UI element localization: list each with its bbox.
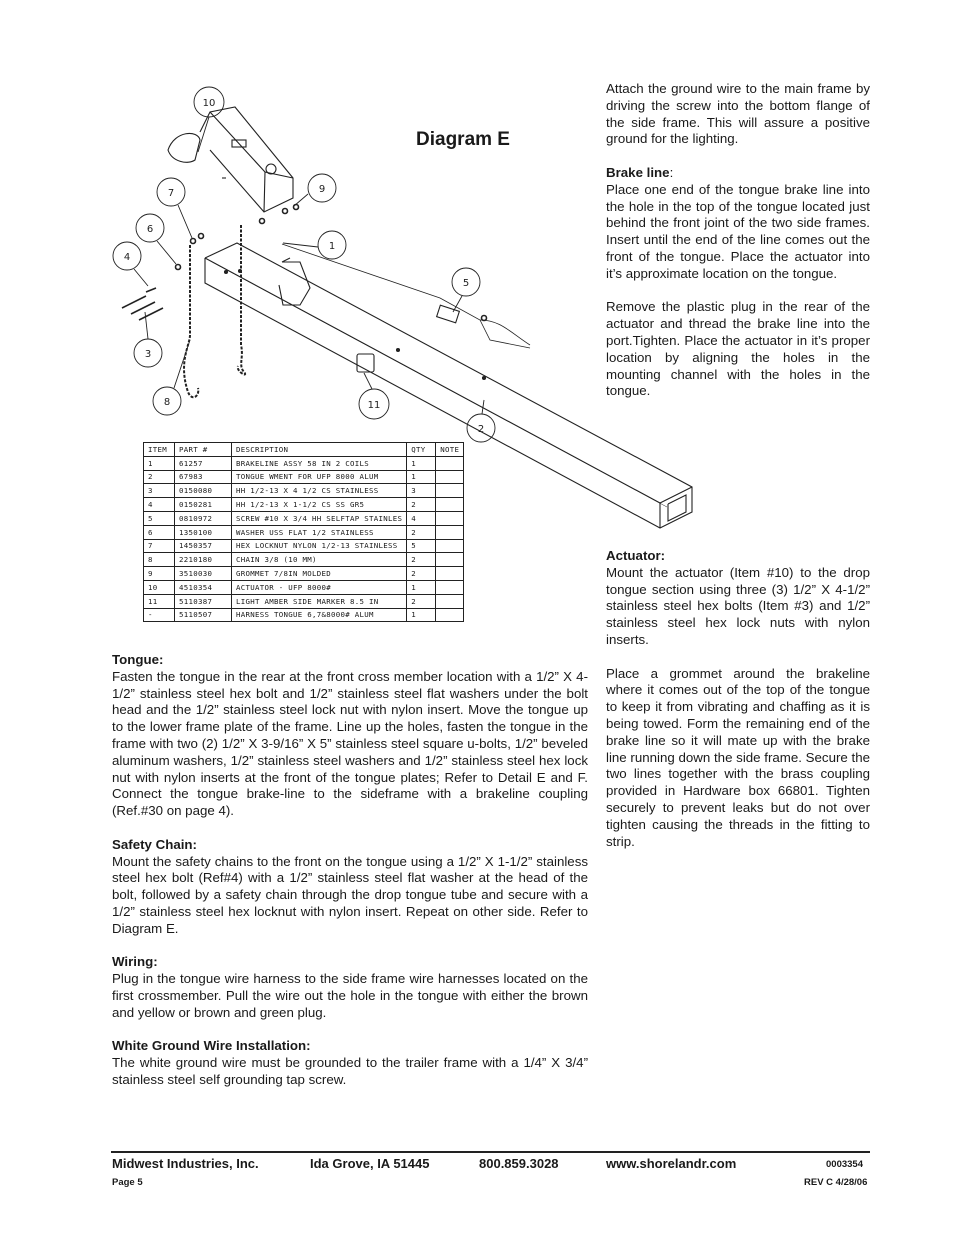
safety-chain	[238, 225, 245, 374]
cell-note	[436, 525, 464, 539]
cell-part: 61257	[175, 456, 232, 470]
cell-description: HARNESS TONGUE 6,7&8000# ALUM	[232, 608, 407, 622]
cell-part: 5110507	[175, 608, 232, 622]
actuator-text-2: Place a grommet around the brakeline where it comes out of the top of the tongue to keep it from vibrating and chaffing as it is being towed. Form the remaining end of the brake line so it will mate up with the brake line running down the side frame. Secure the two lines together with the brass coupling provided in Hardware box 66801. Tighten securely to prevent leaks but do not over tighten causing the threads in the fitting to strip.	[606, 665, 870, 849]
header-item: ITEM	[144, 443, 175, 457]
table-row	[144, 484, 464, 498]
parts-table	[143, 442, 464, 622]
cell-part: 2210180	[175, 553, 232, 567]
cell-qty: 2	[407, 594, 436, 608]
actuator-heading: Actuator:	[606, 548, 666, 563]
cell-note	[436, 567, 464, 581]
table-row	[144, 553, 464, 567]
footer-city: Ida Grove, IA 51445	[310, 1156, 430, 1171]
header-qty: QTY	[407, 443, 436, 457]
ground-intro-text: Attach the ground wire to the main frame by driving the screw into the bottom flange of the side frame. This will assure a positive ground for the lighting.	[606, 81, 870, 147]
tongue-text: Fasten the tongue in the rear at the front cross member location with a 1/2” X 4-1/2” stainless steel hex bolt and 1/2” stainless steel flat washers under the bolt head and the 1/2” stainless steel lock nut with nylon insert. Move the tongue up to the lower frame plate of the frame. Line up the holes, fasten the tongue in the frame with two (2) 1/2” X 3-9/16” X 5” stainless steel square u-bolts, 1/2” beveled aluminum washers, 1/2” stainless steel washers and 1/2” stainless steel hex lock nut with nylon inserts at the front of the tongue plates; Refer to Detail E and F. Connect the tongue brake-line to the sideframe with a brakeline coupling (Ref.#30 on page 4).	[112, 668, 588, 819]
cell-note	[436, 456, 464, 470]
brake-line-text-2: Remove the plastic plug in the rear of the actuator and thread the brake line into the port.Tighten. Place the actuator in it’s proper location by aligning the holes in the mounting channel with the holes in the tongue.	[606, 299, 870, 399]
table-row	[144, 470, 464, 484]
cell-note	[436, 470, 464, 484]
cell-item: 9	[144, 567, 175, 581]
cell-qty: 2	[407, 525, 436, 539]
cell-note	[436, 498, 464, 512]
cell-description: GROMMET 7/8IN MOLDED	[232, 567, 407, 581]
cell-item: 4	[144, 498, 175, 512]
cell-qty: 1	[407, 456, 436, 470]
table-row	[144, 511, 464, 525]
cell-description: HH 1/2-13 X 1-1/2 CS SS GR5	[232, 498, 407, 512]
callout-6: 6	[146, 224, 154, 235]
ground-wire-text: The white ground wire must be grounded to the trailer frame with a 1/4” X 3/4” stainless steel self grounding tap screw.	[112, 1055, 588, 1087]
right-column-top	[606, 81, 870, 400]
cell-item: 3	[144, 484, 175, 498]
bolts	[122, 205, 487, 321]
cell-part: 4510354	[175, 580, 232, 594]
header-note: NOTE	[436, 443, 464, 457]
cell-item: 8	[144, 553, 175, 567]
callout-11: 11	[367, 400, 381, 411]
callout-10: 10	[202, 98, 216, 109]
brakeline	[282, 244, 530, 348]
table-row	[144, 608, 464, 622]
table-row	[144, 594, 464, 608]
cell-part: 1450357	[175, 539, 232, 553]
callout-3: 3	[144, 349, 152, 360]
footer-revision: REV C 4/28/06	[804, 1177, 868, 1188]
bracket	[437, 305, 460, 323]
brake-line-heading: Brake line:	[606, 164, 674, 180]
table-row	[144, 567, 464, 581]
cell-qty: 1	[407, 608, 436, 622]
cell-note	[436, 553, 464, 567]
brake-line-text-1: Place one end of the tongue brake line into the hole in the top of the tongue located just behind the front joint of the two side frames. Insert until the end of the line comes out the front of the tongue. Place the actuator into it’s approximate location on the tongue.	[606, 181, 870, 281]
right-column-bottom	[606, 548, 870, 850]
cell-description: BRAKELINE ASSY 58 IN 2 COILS	[232, 456, 407, 470]
callout-8: 8	[163, 397, 171, 408]
table-row	[144, 456, 464, 470]
callout-5: 5	[462, 278, 470, 289]
callout-9: 9	[318, 184, 326, 195]
safety-chain	[184, 245, 198, 397]
table-row	[144, 498, 464, 512]
left-column	[112, 652, 588, 1089]
cell-note	[436, 484, 464, 498]
actuator-text-1: Mount the actuator (Item #10) to the drop tongue section using three (3) 1/2” X 4-1/2” stainless steel hex bolts (Item #3) and 1/2” stainless steel hex lock nuts with nylon inserts.	[606, 564, 870, 647]
wiring-text: Plug in the tongue wire harness to the side frame wire harnesses located on the first crossmember. Pull the wire out the hole in the tongue with either the brown and yellow or brown and green plug.	[112, 971, 588, 1020]
cell-qty: 3	[407, 484, 436, 498]
wiring-heading: Wiring:	[112, 954, 158, 970]
cell-note	[436, 580, 464, 594]
cell-qty: 1	[407, 470, 436, 484]
cell-item: 11	[144, 594, 175, 608]
cell-item: 5	[144, 511, 175, 525]
cell-qty: 5	[407, 539, 436, 553]
cell-description: SCREW #10 X 3/4 HH SELFTAP STAINLES	[232, 511, 407, 525]
footer-website: www.shorelandr.com	[606, 1156, 737, 1171]
cell-note	[436, 511, 464, 525]
cell-description: WASHER USS FLAT 1/2 STAINLESS	[232, 525, 407, 539]
footer-phone: 800.859.3028	[479, 1156, 559, 1171]
footer-company: Midwest Industries, Inc.	[112, 1156, 259, 1171]
footer-doc-number: 0003354	[826, 1159, 863, 1170]
cell-description: HH 1/2-13 X 4 1/2 CS STAINLESS	[232, 484, 407, 498]
cell-part: 5110387	[175, 594, 232, 608]
cell-description: TONGUE WMENT FOR UFP 8000 ALUM	[232, 470, 407, 484]
cell-note	[436, 608, 464, 622]
callout-4: 4	[123, 252, 131, 263]
table-row	[144, 539, 464, 553]
safety-chain-text: Mount the safety chains to the front on the tongue using a 1/2” X 1-1/2” stainless steel hex bolt (Ref#4) with a 1/2” stainless steel flat washer at the head of the bolt, followed by a safety chain through the drop tongue tube and secure with a 1/2” stainless steel hex locknut with nylon insert. Repeat on other side. Refer to Diagram E.	[112, 853, 588, 936]
cell-item: 7	[144, 539, 175, 553]
cell-item: 1	[144, 456, 175, 470]
tongue-heading: Tongue:	[112, 652, 164, 667]
header-description: DESCRIPTION	[232, 443, 407, 457]
cell-part: 3510030	[175, 567, 232, 581]
cell-qty: 2	[407, 498, 436, 512]
cell-part: 0150281	[175, 498, 232, 512]
cell-item: 10	[144, 580, 175, 594]
cell-qty: 4	[407, 511, 436, 525]
footer-rule	[111, 1151, 870, 1153]
cell-note	[436, 594, 464, 608]
cell-description: CHAIN 3/8 (10 MM)	[232, 553, 407, 567]
cell-part: 0810972	[175, 511, 232, 525]
cell-note	[436, 539, 464, 553]
cell-part: 0150080	[175, 484, 232, 498]
cell-part: 67983	[175, 470, 232, 484]
ground-wire-heading: White Ground Wire Installation:	[112, 1038, 311, 1054]
safety-chain-heading: Safety Chain:	[112, 836, 197, 852]
table-header-row	[144, 443, 464, 457]
cell-qty: 2	[407, 553, 436, 567]
cell-item: -	[144, 608, 175, 622]
cell-item: 2	[144, 470, 175, 484]
cell-item: 6	[144, 525, 175, 539]
cell-description: HEX LOCKNUT NYLON 1/2-13 STAINLESS	[232, 539, 407, 553]
cell-description: LIGHT AMBER SIDE MARKER 8.5 IN	[232, 594, 407, 608]
diagram-title: Diagram E	[416, 129, 510, 150]
callout-1: 1	[328, 241, 336, 252]
footer-page: Page 5	[112, 1177, 143, 1188]
callout-7: 7	[167, 188, 175, 199]
table-row	[144, 525, 464, 539]
callout-2: 2	[477, 424, 485, 435]
cell-description: ACTUATOR - UFP 8000#	[232, 580, 407, 594]
header-part: PART #	[175, 443, 232, 457]
cell-qty: 2	[407, 567, 436, 581]
actuator	[168, 107, 293, 212]
cell-part: 1350100	[175, 525, 232, 539]
table-row	[144, 580, 464, 594]
cell-qty: 1	[407, 580, 436, 594]
